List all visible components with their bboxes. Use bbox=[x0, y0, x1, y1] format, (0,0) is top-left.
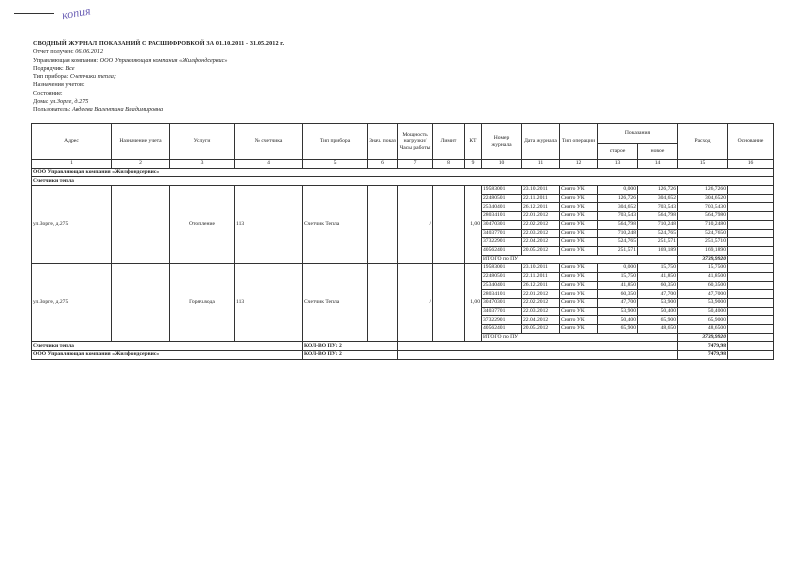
col-consumption: Расход bbox=[678, 124, 728, 160]
basis-cell bbox=[728, 194, 774, 203]
meter-total-label: ИТОГО по ПУ bbox=[482, 255, 678, 264]
reading-new-cell: 251,571 bbox=[638, 238, 678, 247]
column-number-row bbox=[32, 160, 774, 169]
reading-old-cell: 60,350 bbox=[598, 290, 638, 299]
op-type-cell: Снято УК bbox=[560, 281, 598, 290]
basis-cell bbox=[728, 325, 774, 334]
col-old: старое bbox=[598, 144, 638, 160]
reading-new-cell: 47,700 bbox=[638, 290, 678, 299]
basis-cell bbox=[728, 238, 774, 247]
basis-cell bbox=[728, 255, 774, 264]
reading-old-cell: 126,726 bbox=[598, 194, 638, 203]
meter-no-cell: 113 bbox=[235, 186, 303, 264]
reading-new-cell: 304,652 bbox=[638, 194, 678, 203]
column-number: 8 bbox=[433, 160, 465, 169]
op-type-cell: Снято УК bbox=[560, 299, 598, 308]
houses-line: Дома: ул.Зорге, д.275 bbox=[33, 98, 89, 106]
column-number: 12 bbox=[560, 160, 598, 169]
journal-no-cell: 34037701 bbox=[482, 229, 522, 238]
summary-name: Счетчики тепла bbox=[32, 342, 303, 351]
reading-new-cell: 15,750 bbox=[638, 264, 678, 273]
op-type-cell: Снято УК bbox=[560, 238, 598, 247]
op-type-cell: Снято УК bbox=[560, 212, 598, 221]
svg-text:копия: копия bbox=[60, 3, 92, 23]
basis-cell bbox=[728, 307, 774, 316]
journal-date-cell: 26.12.2011 bbox=[522, 281, 560, 290]
op-type-cell: Снято УК bbox=[560, 272, 598, 281]
summary-row bbox=[32, 351, 774, 360]
col-meter-no: № счетчика bbox=[235, 124, 303, 160]
address-cell: ул.Зорге, д.275 bbox=[32, 186, 112, 264]
journal-no-cell: 40562401 bbox=[482, 246, 522, 255]
table-header-row bbox=[32, 124, 774, 144]
column-number: 3 bbox=[170, 160, 235, 169]
journal-no-cell: 25340401 bbox=[482, 203, 522, 212]
basis-cell bbox=[728, 246, 774, 255]
device-cell: Счетчик Тепла bbox=[303, 264, 368, 342]
basis-cell bbox=[728, 333, 774, 342]
journal-no-cell: 30470301 bbox=[482, 299, 522, 308]
journal-no-cell: 22480501 bbox=[482, 194, 522, 203]
kt-cell: 1,00 bbox=[465, 264, 482, 342]
journal-no-cell: 19583001 bbox=[482, 264, 522, 273]
journal-date-cell: 22.11.2011 bbox=[522, 194, 560, 203]
journal-no-cell: 22480501 bbox=[482, 272, 522, 281]
journal-no-cell: 37322901 bbox=[482, 316, 522, 325]
column-number: 2 bbox=[112, 160, 170, 169]
address-cell: ул.Зорге, д.275 bbox=[32, 264, 112, 342]
pen-dash-mark bbox=[14, 13, 54, 14]
op-type-cell: Снято УК bbox=[560, 186, 598, 195]
basis-cell bbox=[728, 299, 774, 308]
reading-old-cell: 703,543 bbox=[598, 212, 638, 221]
handwritten-note bbox=[60, 2, 96, 26]
op-type-cell: Снято УК bbox=[560, 264, 598, 273]
col-journal-date: Дата журнала bbox=[522, 124, 560, 160]
reading-new-cell: 41,850 bbox=[638, 272, 678, 281]
state-line: Состояние: bbox=[33, 89, 63, 97]
purpose-cell bbox=[112, 264, 170, 342]
journal-date-cell: 20.05.2012 bbox=[522, 246, 560, 255]
consumption-cell: 703,5430 bbox=[678, 203, 728, 212]
reading-old-cell: 65,900 bbox=[598, 325, 638, 334]
column-number: 7 bbox=[398, 160, 433, 169]
user-line: Пользователь: Авдеева Валентина Владимировна bbox=[33, 106, 164, 114]
report-date-line: Отчет получен: 06.06.2012 bbox=[33, 48, 104, 56]
journal-date-cell: 22.04.2012 bbox=[522, 316, 560, 325]
journal-date-cell: 22.01.2012 bbox=[522, 212, 560, 221]
basis-cell bbox=[728, 351, 774, 360]
col-digits: Знач. показ bbox=[368, 124, 398, 160]
journal-no-cell: 25340401 bbox=[482, 281, 522, 290]
column-number: 13 bbox=[598, 160, 638, 169]
reading-new-cell: 710,248 bbox=[638, 220, 678, 229]
journal-date-cell: 22.02.2012 bbox=[522, 220, 560, 229]
journal-date-cell: 23.10.2011 bbox=[522, 186, 560, 195]
basis-cell bbox=[728, 212, 774, 221]
column-number: 6 bbox=[368, 160, 398, 169]
basis-cell bbox=[728, 264, 774, 273]
op-type-cell: Снято УК bbox=[560, 203, 598, 212]
reading-new-cell: 53,900 bbox=[638, 299, 678, 308]
load-cell: / bbox=[398, 186, 433, 264]
consumption-cell: 15,7500 bbox=[678, 264, 728, 273]
col-load: Мощность нагрузки/ Часы работы bbox=[398, 124, 433, 160]
reading-new-cell: 564,798 bbox=[638, 212, 678, 221]
reading-new-cell: 65,900 bbox=[638, 316, 678, 325]
basis-cell bbox=[728, 186, 774, 195]
contractor-line: Подрядчик: Все bbox=[33, 64, 75, 72]
consumption-cell: 524,7650 bbox=[678, 229, 728, 238]
col-kt: КТ bbox=[465, 124, 482, 160]
journal-date-cell: 22.03.2012 bbox=[522, 229, 560, 238]
op-type-cell: Снято УК bbox=[560, 220, 598, 229]
basis-cell bbox=[728, 342, 774, 351]
journal-date-cell: 22.04.2012 bbox=[522, 238, 560, 247]
summary-name: ООО Управляющая компания «Жилфондсервис» bbox=[32, 351, 303, 360]
company-line: Управляющая компания: ООО Управляющая компания «Жилфондсервис» bbox=[33, 56, 228, 64]
meter-total-value: 3739,9920 bbox=[678, 333, 728, 342]
reading-old-cell: 0,000 bbox=[598, 264, 638, 273]
column-number: 15 bbox=[678, 160, 728, 169]
op-type-cell: Снято УК bbox=[560, 194, 598, 203]
reading-old-cell: 50,400 bbox=[598, 316, 638, 325]
col-address: Адрес bbox=[32, 124, 112, 160]
summary-empty bbox=[398, 351, 678, 360]
reading-old-cell: 710,248 bbox=[598, 229, 638, 238]
journal-date-cell: 26.12.2011 bbox=[522, 203, 560, 212]
load-cell: / bbox=[398, 264, 433, 342]
summary-row bbox=[32, 342, 774, 351]
col-journal-no: Номер журнала bbox=[482, 124, 522, 160]
summary-count: КОЛ-ВО ПУ: 2 bbox=[303, 351, 398, 360]
journal-date-cell: 23.10.2011 bbox=[522, 264, 560, 273]
consumption-cell: 50,4000 bbox=[678, 307, 728, 316]
op-type-cell: Снято УК bbox=[560, 316, 598, 325]
readings-journal-table bbox=[31, 123, 774, 360]
group-row: Счетчики тепла bbox=[32, 177, 774, 186]
report-title: СВОДНЫЙ ЖУРНАЛ ПОКАЗАНИЙ С РАСШИФРОВКОЙ ЗА 01.10.2011 - 31.05.2012 г. bbox=[33, 40, 285, 47]
column-number: 14 bbox=[638, 160, 678, 169]
consumption-cell: 48,6500 bbox=[678, 325, 728, 334]
consumption-cell: 710,2480 bbox=[678, 220, 728, 229]
limit-cell bbox=[433, 186, 465, 264]
col-readings: Показания bbox=[598, 124, 678, 144]
reading-new-cell: 126,726 bbox=[638, 186, 678, 195]
col-services: Услуги bbox=[170, 124, 235, 160]
consumption-cell: 47,7000 bbox=[678, 290, 728, 299]
summary-empty bbox=[398, 342, 678, 351]
basis-cell bbox=[728, 203, 774, 212]
digits-cell bbox=[368, 264, 398, 342]
basis-cell bbox=[728, 290, 774, 299]
col-new: новое bbox=[638, 144, 678, 160]
meter-total-label: ИТОГО по ПУ bbox=[482, 333, 678, 342]
kt-cell: 1,00 bbox=[465, 186, 482, 264]
journal-date-cell: 22.03.2012 bbox=[522, 307, 560, 316]
column-number: 11 bbox=[522, 160, 560, 169]
col-op-type: Тип операции bbox=[560, 124, 598, 160]
reading-new-cell: 48,650 bbox=[638, 325, 678, 334]
summary-count: КОЛ-ВО ПУ: 2 bbox=[303, 342, 398, 351]
col-basis: Основание bbox=[728, 124, 774, 160]
op-type-cell: Снято УК bbox=[560, 325, 598, 334]
report-header bbox=[33, 40, 284, 115]
purpose-cell bbox=[112, 186, 170, 264]
col-device-type: Тип прибора bbox=[303, 124, 368, 160]
reading-new-cell: 524,765 bbox=[638, 229, 678, 238]
journal-no-cell: 28034101 bbox=[482, 290, 522, 299]
consumption-cell: 564,7980 bbox=[678, 212, 728, 221]
reading-old-cell: 47,700 bbox=[598, 299, 638, 308]
journal-no-cell: 19583001 bbox=[482, 186, 522, 195]
journal-no-cell: 34037701 bbox=[482, 307, 522, 316]
consumption-cell: 65,9000 bbox=[678, 316, 728, 325]
journal-no-cell: 28034101 bbox=[482, 212, 522, 221]
reading-old-cell: 564,798 bbox=[598, 220, 638, 229]
reading-new-cell: 60,350 bbox=[638, 281, 678, 290]
consumption-cell: 53,9000 bbox=[678, 299, 728, 308]
consumption-cell: 304,6520 bbox=[678, 194, 728, 203]
reading-old-cell: 53,900 bbox=[598, 307, 638, 316]
op-type-cell: Снято УК bbox=[560, 290, 598, 299]
reading-old-cell: 0,000 bbox=[598, 186, 638, 195]
op-type-cell: Снято УК bbox=[560, 229, 598, 238]
journal-date-cell: 22.02.2012 bbox=[522, 299, 560, 308]
column-number: 1 bbox=[32, 160, 112, 169]
basis-cell bbox=[728, 316, 774, 325]
company-row: ООО Управляющая компания «Жилфондсервис» bbox=[32, 168, 774, 177]
column-number: 9 bbox=[465, 160, 482, 169]
limit-cell bbox=[433, 264, 465, 342]
consumption-cell: 41,8500 bbox=[678, 272, 728, 281]
basis-cell bbox=[728, 220, 774, 229]
op-type-cell: Снято УК bbox=[560, 246, 598, 255]
device-cell: Счетчик Тепла bbox=[303, 186, 368, 264]
reading-new-cell: 703,543 bbox=[638, 203, 678, 212]
device-type-line: Тип прибора: Счетчики тепла; bbox=[33, 73, 116, 81]
op-type-cell: Снято УК bbox=[560, 307, 598, 316]
column-number: 10 bbox=[482, 160, 522, 169]
service-cell: Отопление bbox=[170, 186, 235, 264]
reading-old-cell: 251,571 bbox=[598, 246, 638, 255]
summary-total: 7479,98 bbox=[678, 351, 728, 360]
summary-total: 7479,98 bbox=[678, 342, 728, 351]
journal-no-cell: 40562401 bbox=[482, 325, 522, 334]
journal-no-cell: 30470301 bbox=[482, 220, 522, 229]
reading-new-cell: 169,189 bbox=[638, 246, 678, 255]
col-limit: Лимит bbox=[433, 124, 465, 160]
consumption-cell: 60,3500 bbox=[678, 281, 728, 290]
journal-date-cell: 20.05.2012 bbox=[522, 325, 560, 334]
consumption-cell: 169,1890 bbox=[678, 246, 728, 255]
column-number: 5 bbox=[303, 160, 368, 169]
meter-no-cell: 113 bbox=[235, 264, 303, 342]
table-row bbox=[32, 264, 774, 273]
consumption-cell: 251,5710 bbox=[678, 238, 728, 247]
consumption-cell: 126,7260 bbox=[678, 186, 728, 195]
column-number: 4 bbox=[235, 160, 303, 169]
col-purpose: Назначение учета bbox=[112, 124, 170, 160]
column-number: 16 bbox=[728, 160, 774, 169]
basis-cell bbox=[728, 229, 774, 238]
table-row bbox=[32, 186, 774, 195]
journal-date-cell: 22.11.2011 bbox=[522, 272, 560, 281]
basis-cell bbox=[728, 281, 774, 290]
digits-cell bbox=[368, 186, 398, 264]
reading-old-cell: 41,850 bbox=[598, 281, 638, 290]
journal-no-cell: 37322901 bbox=[482, 238, 522, 247]
reading-old-cell: 524,765 bbox=[598, 238, 638, 247]
reading-new-cell: 50,400 bbox=[638, 307, 678, 316]
basis-cell bbox=[728, 272, 774, 281]
journal-date-cell: 22.01.2012 bbox=[522, 290, 560, 299]
purpose-line: Назначения учетов: bbox=[33, 81, 85, 89]
reading-old-cell: 304,652 bbox=[598, 203, 638, 212]
meter-total-value: 3739,9920 bbox=[678, 255, 728, 264]
reading-old-cell: 15,750 bbox=[598, 272, 638, 281]
service-cell: Горяч.вода bbox=[170, 264, 235, 342]
